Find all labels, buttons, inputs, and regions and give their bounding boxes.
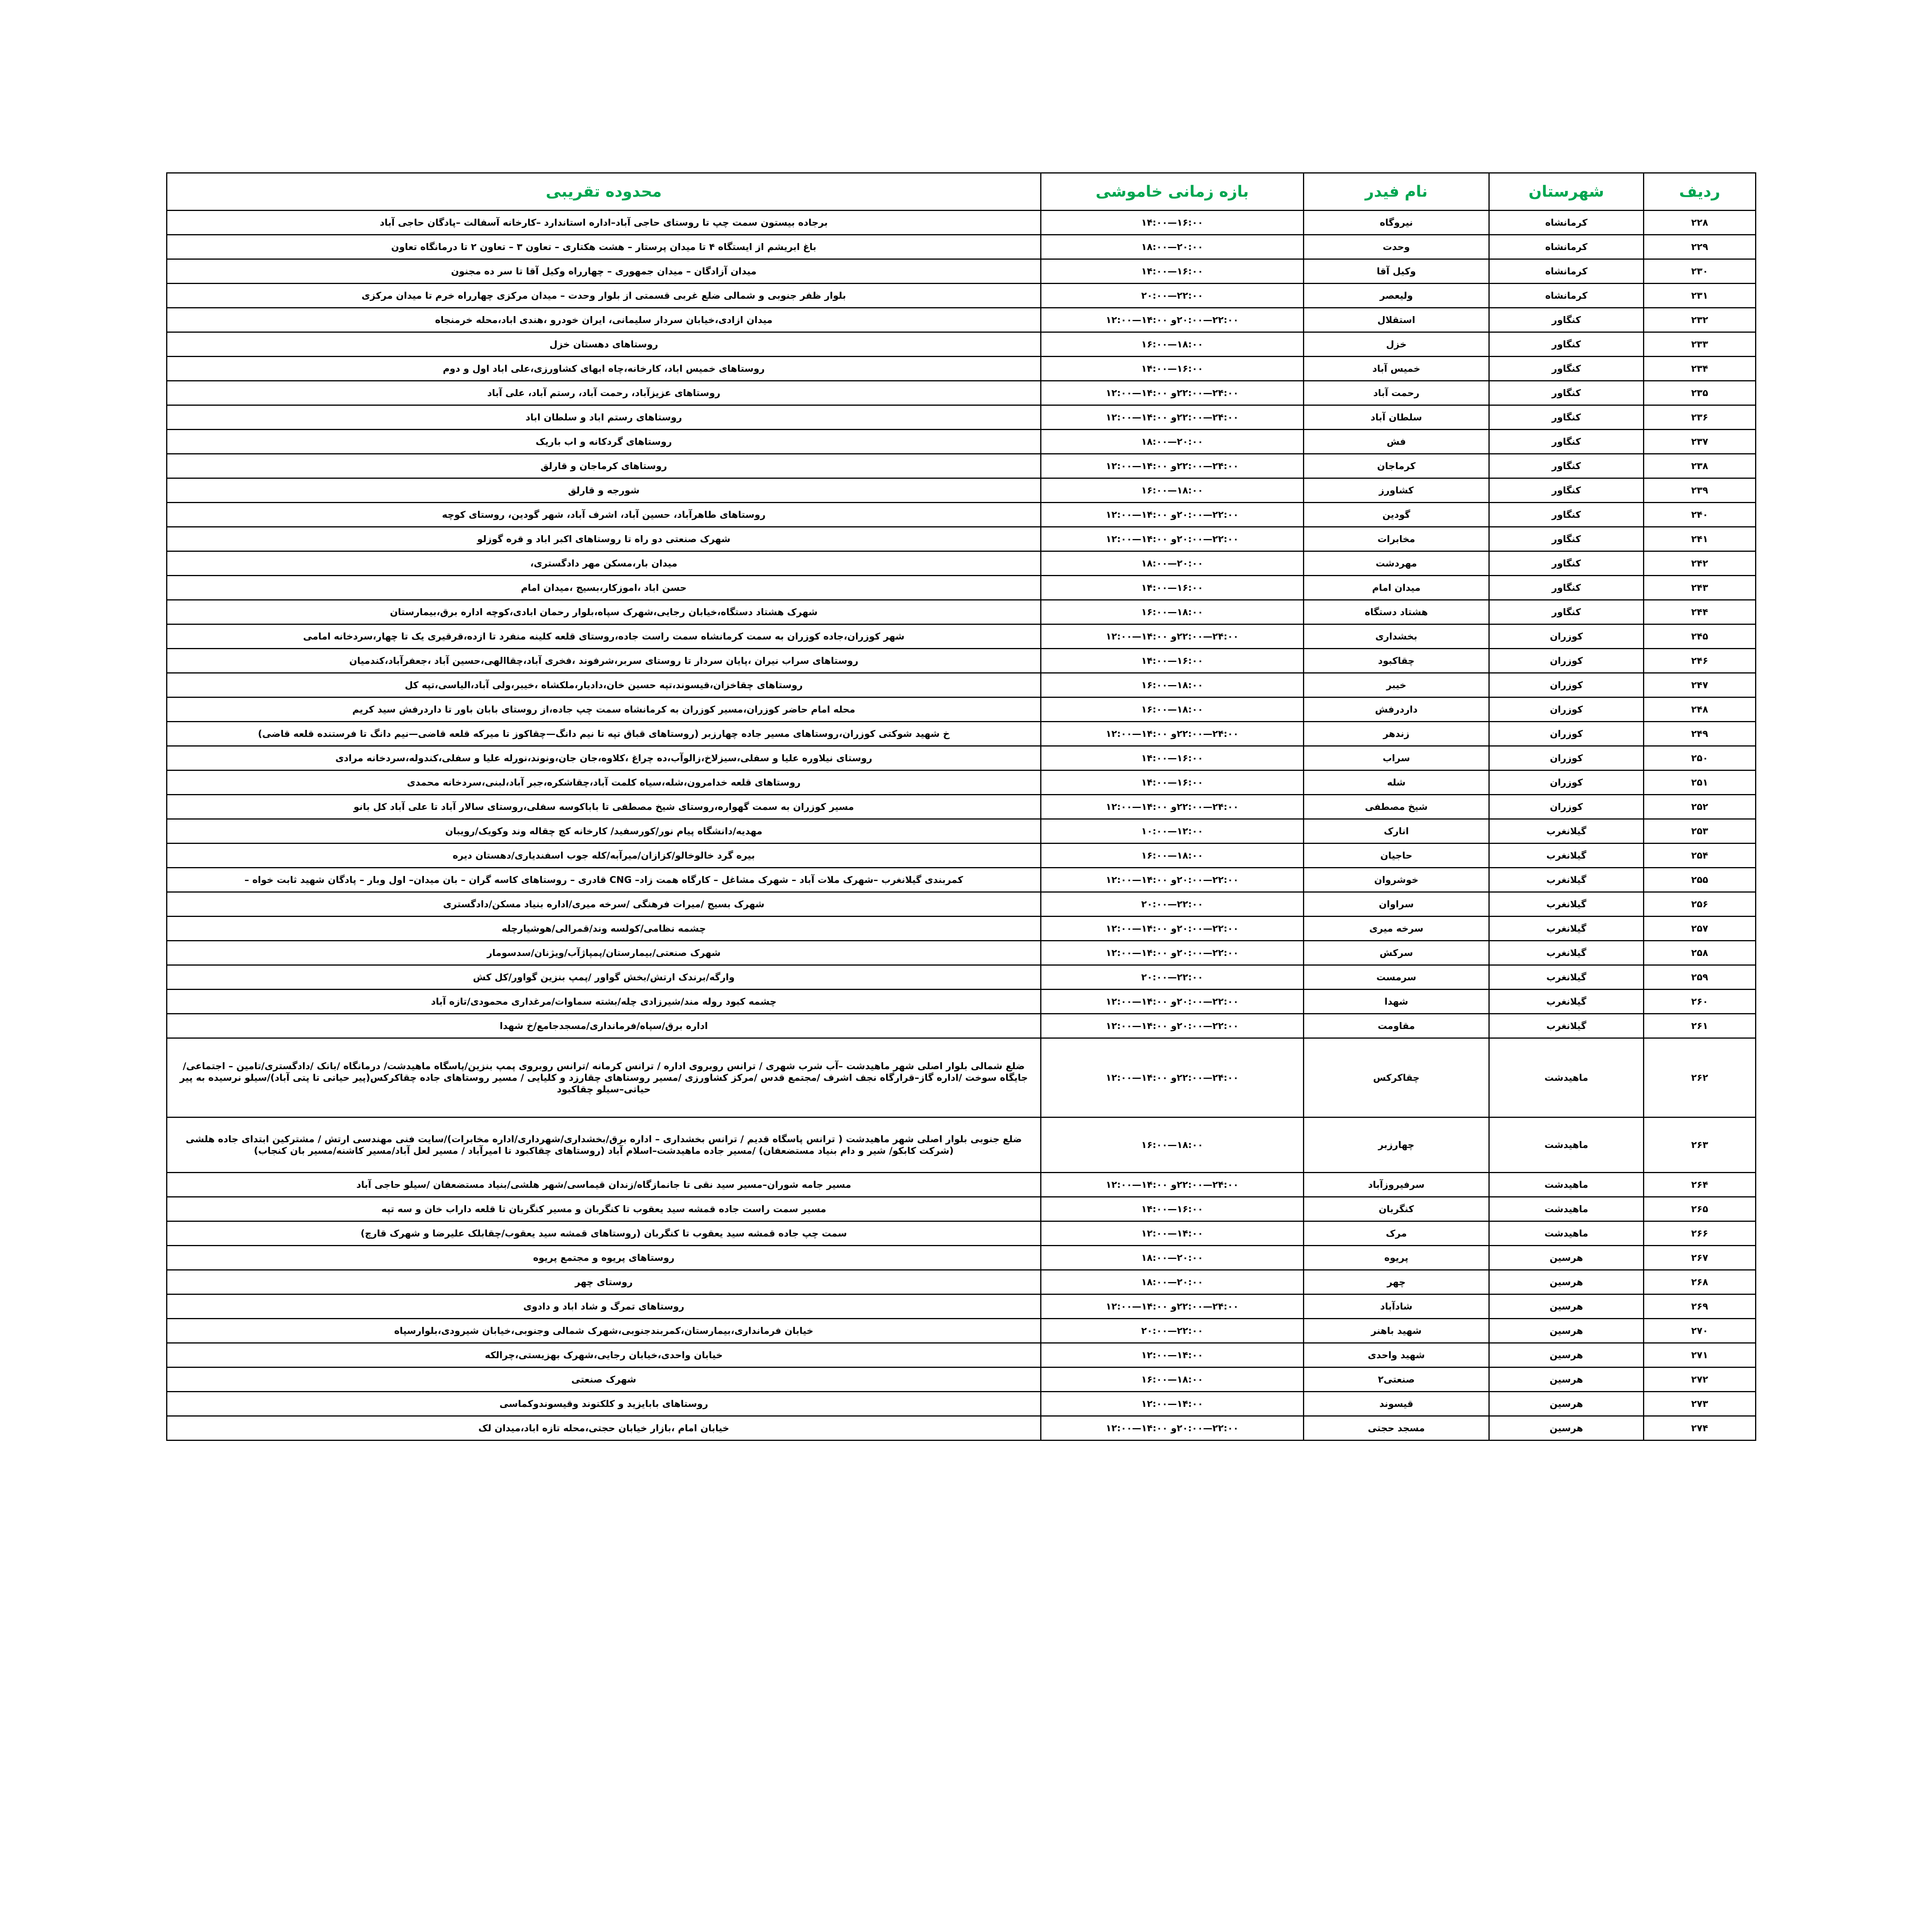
city-cell: هرسین <box>1489 1246 1644 1270</box>
outage-schedule-sheet <box>166 172 1755 1441</box>
row-number-cell: ۲۴۲ <box>1644 551 1756 576</box>
outage-time-cell: ۱۸:۰۰—۱۶:۰۰ <box>1041 1117 1304 1173</box>
outage-time-cell: ۲۲:۰۰—۲۰:۰۰و ۱۴:۰۰—۱۲:۰۰ <box>1041 1014 1304 1038</box>
area-cell: شهرک هشتاد دستگاه،خیابان رجایی،شهرک سپاه،بلوار رحمان ابادی،کوچه اداره برق،بیمارستان <box>167 600 1041 624</box>
table-row <box>167 430 1756 454</box>
table-row <box>167 1319 1756 1343</box>
row-number-cell: ۲۵۱ <box>1644 770 1756 795</box>
area-cell: روستاهای بابایزید و کلکتوند وقیسوندوکماسی <box>167 1392 1041 1416</box>
area-cell: خیابان امام ،بازار خیابان حجتی،محله تازه اباد،میدان لک <box>167 1416 1041 1440</box>
row-number-cell: ۲۶۱ <box>1644 1014 1756 1038</box>
city-cell: کرمانشاه <box>1489 259 1644 284</box>
row-number-cell: ۲۵۲ <box>1644 795 1756 819</box>
feeder-cell: خزل <box>1304 332 1489 357</box>
area-cell: روستای چهر <box>167 1270 1041 1294</box>
row-number-cell: ۲۲۸ <box>1644 211 1756 235</box>
table-row <box>167 478 1756 503</box>
area-cell: روستاهای قلعه خدامرون،شله،سیاه کلمت آباد،چقاشکره،جبر آباد،لبنی،سردخانه محمدی <box>167 770 1041 795</box>
row-number-cell: ۲۳۳ <box>1644 332 1756 357</box>
area-cell: روستای نیلاوره علیا و سفلی،سیزلاخ،زالوآب،ده چراغ ،کلاوه،جان جان،ونوند،نورله علیا و سفلی،کندوله،سردخانه مرادی <box>167 746 1041 770</box>
feeder-cell: سراوان <box>1304 892 1489 917</box>
feeder-cell: مرک <box>1304 1221 1489 1246</box>
table-row <box>167 308 1756 332</box>
city-cell: ماهیدشت <box>1489 1197 1644 1221</box>
feeder-cell: سرکش <box>1304 941 1489 965</box>
feeder-cell: شله <box>1304 770 1489 795</box>
city-cell: کوزران <box>1489 624 1644 649</box>
outage-time-cell: ۲۲:۰۰—۲۰:۰۰ <box>1041 965 1304 990</box>
table-row <box>167 1367 1756 1392</box>
row-number-cell: ۲۶۴ <box>1644 1173 1756 1197</box>
outage-time-cell: ۲۲:۰۰—۲۰:۰۰و ۱۴:۰۰—۱۲:۰۰ <box>1041 503 1304 527</box>
table-row <box>167 1038 1756 1117</box>
feeder-cell: گودین <box>1304 503 1489 527</box>
table-row <box>167 1416 1756 1440</box>
row-number-cell: ۲۶۹ <box>1644 1294 1756 1319</box>
feeder-cell: فش <box>1304 430 1489 454</box>
table-row <box>167 697 1756 722</box>
area-cell: شهرک صنعتی/بیمارستان/پمپاژآب/ویژنان/سدسومار <box>167 941 1041 965</box>
row-number-cell: ۲۷۰ <box>1644 1319 1756 1343</box>
table-row <box>167 284 1756 308</box>
row-number-cell: ۲۳۲ <box>1644 308 1756 332</box>
city-cell: کنگاور <box>1489 576 1644 600</box>
city-cell: هرسین <box>1489 1416 1644 1440</box>
table-row <box>167 1392 1756 1416</box>
area-cell: میدان ازادی،خیابان سردار سلیمانی، ایران خودرو ،هندی اباد،محله خرمنجاه <box>167 308 1041 332</box>
table-row <box>167 1221 1756 1246</box>
table-row <box>167 357 1756 381</box>
city-cell: کنگاور <box>1489 405 1644 430</box>
outage-time-cell: ۲۲:۰۰—۲۰:۰۰ <box>1041 284 1304 308</box>
feeder-cell: سرمست <box>1304 965 1489 990</box>
table-row <box>167 624 1756 649</box>
outage-time-cell: ۱۶:۰۰—۱۴:۰۰ <box>1041 770 1304 795</box>
table-row <box>167 1246 1756 1270</box>
feeder-cell: مهردشت <box>1304 551 1489 576</box>
area-cell: شهر کوزران،جاده کوزران به سمت کرمانشاه سمت راست جاده،روستای قلعه کلینه منفرد تا ازده،قرقیری یک تا چهار،سردخانه امامی <box>167 624 1041 649</box>
feeder-cell: مسجد حجتی <box>1304 1416 1489 1440</box>
city-cell: کوزران <box>1489 795 1644 819</box>
feeder-cell: صنعتی۲ <box>1304 1367 1489 1392</box>
feeder-cell: چقاکرکس <box>1304 1038 1489 1117</box>
outage-time-cell: ۱۴:۰۰—۱۲:۰۰ <box>1041 1343 1304 1367</box>
area-cell: روستاهای عزیزآباد، رحمت آباد، رستم آباد، علی آباد <box>167 381 1041 405</box>
city-cell: هرسین <box>1489 1367 1644 1392</box>
city-cell: کنگاور <box>1489 430 1644 454</box>
feeder-cell: نیروگاه <box>1304 211 1489 235</box>
row-number-cell: ۲۶۶ <box>1644 1221 1756 1246</box>
outage-time-cell: ۱۶:۰۰—۱۴:۰۰ <box>1041 576 1304 600</box>
header-city: شهرستان <box>1489 173 1644 211</box>
area-cell: حسن اباد ،اموزکار،بسیج ،میدان امام <box>167 576 1041 600</box>
area-cell: خیابان فرمانداری،بیمارستان،کمربندجنوبی،شهرک شمالی وجنوبی،خیابان شیرودی،بلوارسپاه <box>167 1319 1041 1343</box>
outage-table <box>166 172 1756 1441</box>
feeder-cell: چقاکبود <box>1304 649 1489 673</box>
outage-time-cell: ۲۴:۰۰—۲۲:۰۰و ۱۴:۰۰—۱۲:۰۰ <box>1041 454 1304 478</box>
area-cell: روستاهای گردکانه و اب باریک <box>167 430 1041 454</box>
header-outage-time: بازه زمانی خاموشی <box>1041 173 1304 211</box>
area-cell: روستاهای کرماجان و قارلق <box>167 454 1041 478</box>
outage-time-cell: ۱۸:۰۰—۱۶:۰۰ <box>1041 673 1304 697</box>
area-cell: ضلع شمالی بلوار اصلی شهر ماهیدشت –آب شرب شهری / ترانس روبروی اداره / ترانس کرمانه /ترانس روبروی پمپ بنزین/پاسگاه ماهیدشت/ درمانگاه /بانک /دادگستری/تامین – اجتماعی/جایگاه سوخت /اداره گاز–قرارگاه نجف اشرف /مجتمع قدس /مرکز کشاورزی /مسیر روستاهای چقارزد و کلیایی / مسیر روستاهای جاده چقاکرکس(پیر حیاتی تا پتی آباد)/سیلو نرسیده به پیر حیاتی–سیلو چقاکبود <box>167 1038 1041 1117</box>
outage-time-cell: ۱۸:۰۰—۱۶:۰۰ <box>1041 844 1304 868</box>
feeder-cell: شیخ مصطفی <box>1304 795 1489 819</box>
area-cell: روستاهای رستم اباد و سلطان اباد <box>167 405 1041 430</box>
row-number-cell: ۲۷۲ <box>1644 1367 1756 1392</box>
feeder-cell: چهر <box>1304 1270 1489 1294</box>
outage-time-cell: ۱۶:۰۰—۱۴:۰۰ <box>1041 259 1304 284</box>
table-row <box>167 1294 1756 1319</box>
row-number-cell: ۲۴۴ <box>1644 600 1756 624</box>
area-cell: محله امام حاضر کوزران،مسیر کوزران به کرمانشاه سمت چپ جاده،از روستای بابان باور تا داردرفش سید کریم <box>167 697 1041 722</box>
area-cell: شهرک صنعتی <box>167 1367 1041 1392</box>
city-cell: کنگاور <box>1489 551 1644 576</box>
row-number-cell: ۲۷۳ <box>1644 1392 1756 1416</box>
feeder-cell: سرخه میری <box>1304 917 1489 941</box>
row-number-cell: ۲۷۱ <box>1644 1343 1756 1367</box>
feeder-cell: مخابرات <box>1304 527 1489 551</box>
feeder-cell: مقاومت <box>1304 1014 1489 1038</box>
outage-time-cell: ۱۶:۰۰—۱۴:۰۰ <box>1041 357 1304 381</box>
row-number-cell: ۲۴۱ <box>1644 527 1756 551</box>
area-cell: چشمه کبود روله مند/شیرزادی چله/بشته سماوات/مرغداری محمودی/تازه آباد <box>167 990 1041 1014</box>
area-cell: میدان بار،مسکن مهر دادگستری، <box>167 551 1041 576</box>
table-row <box>167 868 1756 892</box>
row-number-cell: ۲۴۰ <box>1644 503 1756 527</box>
city-cell: گیلانغرب <box>1489 892 1644 917</box>
table-row <box>167 551 1756 576</box>
table-row <box>167 746 1756 770</box>
row-number-cell: ۲۵۶ <box>1644 892 1756 917</box>
feeder-cell: هشتاد دستگاه <box>1304 600 1489 624</box>
city-cell: گیلانغرب <box>1489 868 1644 892</box>
row-number-cell: ۲۵۸ <box>1644 941 1756 965</box>
header-row-number: ردیف <box>1644 173 1756 211</box>
feeder-cell: خمیس آباد <box>1304 357 1489 381</box>
area-cell: شهرک صنعتی دو راه تا روستاهای اکبر اباد و قره گوزلو <box>167 527 1041 551</box>
row-number-cell: ۲۴۸ <box>1644 697 1756 722</box>
outage-time-cell: ۱۴:۰۰—۱۲:۰۰ <box>1041 1221 1304 1246</box>
area-cell: مهدیه/دانشگاه پیام نور/کورسفید/ کارخانه کچ چقاله وند وکویک/رویبان <box>167 819 1041 844</box>
outage-time-cell: ۱۸:۰۰—۱۶:۰۰ <box>1041 600 1304 624</box>
row-number-cell: ۲۴۷ <box>1644 673 1756 697</box>
table-row <box>167 259 1756 284</box>
table-row <box>167 941 1756 965</box>
outage-time-cell: ۱۶:۰۰—۱۴:۰۰ <box>1041 649 1304 673</box>
table-row <box>167 673 1756 697</box>
area-cell: برجاده بیستون سمت چپ تا روستای حاجی آباد–اداره استاندارد –کارخانه آسفالت –پادگان حاجی آباد <box>167 211 1041 235</box>
row-number-cell: ۲۳۱ <box>1644 284 1756 308</box>
feeder-cell: خوشروان <box>1304 868 1489 892</box>
table-row <box>167 1117 1756 1173</box>
table-row <box>167 1173 1756 1197</box>
outage-time-cell: ۱۸:۰۰—۱۶:۰۰ <box>1041 332 1304 357</box>
outage-time-cell: ۲۲:۰۰—۲۰:۰۰و ۱۴:۰۰—۱۲:۰۰ <box>1041 1416 1304 1440</box>
row-number-cell: ۲۲۹ <box>1644 235 1756 259</box>
area-cell: کمربندی گیلانغرب –شهرک ملات آباد – شهرک مشاغل – کارگاه همت زاد– CNG قادری – روستاهای کاسه گران – بان میدان– اول وبار – پادگان شهید ثابت خواه – <box>167 868 1041 892</box>
row-number-cell: ۲۳۶ <box>1644 405 1756 430</box>
table-row <box>167 211 1756 235</box>
area-cell: روستاهای سراب نیران ،پایان سردار تا روستای سربر،شرفوند ،فخری آباد،چقاالهی،حسین آباد ،جعفرآباد،کندمیان <box>167 649 1041 673</box>
table-row <box>167 235 1756 259</box>
feeder-cell: شهید واحدی <box>1304 1343 1489 1367</box>
city-cell: کنگاور <box>1489 381 1644 405</box>
table-row <box>167 332 1756 357</box>
table-row <box>167 405 1756 430</box>
table-row <box>167 527 1756 551</box>
outage-time-cell: ۲۲:۰۰—۲۰:۰۰و ۱۴:۰۰—۱۲:۰۰ <box>1041 990 1304 1014</box>
outage-time-cell: ۲۴:۰۰—۲۲:۰۰و ۱۴:۰۰—۱۲:۰۰ <box>1041 1173 1304 1197</box>
header-feeder-name: نام فیدر <box>1304 173 1489 211</box>
outage-time-cell: ۱۶:۰۰—۱۴:۰۰ <box>1041 211 1304 235</box>
city-cell: هرسین <box>1489 1294 1644 1319</box>
area-cell: سمت چپ جاده قمشه سید یعقوب تا کنگربان (روستاهای قمشه سید یعقوب/چقابلک علیرضا و شهرک قارچ) <box>167 1221 1041 1246</box>
city-cell: گیلانغرب <box>1489 941 1644 965</box>
area-cell: شورجه و قارلق <box>167 478 1041 503</box>
area-cell: چشمه نظامی/کولسه وند/قمرالی/هوشیارچله <box>167 917 1041 941</box>
outage-time-cell: ۲۲:۰۰—۲۰:۰۰و ۱۴:۰۰—۱۲:۰۰ <box>1041 527 1304 551</box>
row-number-cell: ۲۶۵ <box>1644 1197 1756 1221</box>
row-number-cell: ۲۵۵ <box>1644 868 1756 892</box>
row-number-cell: ۲۳۹ <box>1644 478 1756 503</box>
outage-time-cell: ۱۴:۰۰—۱۲:۰۰ <box>1041 1392 1304 1416</box>
feeder-cell: سلطان آباد <box>1304 405 1489 430</box>
table-row <box>167 600 1756 624</box>
feeder-cell: پریوه <box>1304 1246 1489 1270</box>
table-row <box>167 819 1756 844</box>
table-row <box>167 990 1756 1014</box>
feeder-cell: حاجیان <box>1304 844 1489 868</box>
area-cell: روستاهای خمیس اباد، کارخانه،چاه ابهای کشاورزی،علی اباد اول و دوم <box>167 357 1041 381</box>
table-row <box>167 503 1756 527</box>
feeder-cell: شادآباد <box>1304 1294 1489 1319</box>
area-cell: روستاهای چقاخزان،قیسوند،تپه حسین خان،دادیار،ملکشاه ،خیبر،ولی آباد،الیاسی،تپه کل <box>167 673 1041 697</box>
area-cell: ضلع جنوبی بلوار اصلی شهر ماهیدشت ( ترانس پاسگاه قدیم / ترانس بخشداری – اداره برق/بخشداری/شهرداری/اداره مخابرات)/سایت فنی مهندسی ارتش / مشترکین ابتدای جاده هلشی (شرکت کابکو/ شیر و دام بنیاد مستضعفان) /مسیر جاده ماهیدشت–اسلام آباد (روستاهای چقاکبود تا امیرآباد / مسیر لعل آباد/مسیر کاشنه/مسیر بان کنجاب) <box>167 1117 1041 1173</box>
feeder-cell: زندهر <box>1304 722 1489 746</box>
feeder-cell: انارک <box>1304 819 1489 844</box>
table-header-row <box>167 173 1756 211</box>
row-number-cell: ۲۵۰ <box>1644 746 1756 770</box>
area-cell: بلوار ظفر جنوبی و شمالی ضلع غربی قسمتی از بلوار وحدت – میدان مرکزی چهارراه خرم تا میدان مرکزی <box>167 284 1041 308</box>
city-cell: کوزران <box>1489 770 1644 795</box>
feeder-cell: استقلال <box>1304 308 1489 332</box>
area-cell: خیابان واحدی،خیابان رجایی،شهرک بهزیستی،چرالکه <box>167 1343 1041 1367</box>
outage-time-cell: ۲۴:۰۰—۲۲:۰۰و ۱۴:۰۰—۱۲:۰۰ <box>1041 405 1304 430</box>
outage-time-cell: ۲۲:۰۰—۲۰:۰۰و ۱۴:۰۰—۱۲:۰۰ <box>1041 941 1304 965</box>
row-number-cell: ۲۶۰ <box>1644 990 1756 1014</box>
city-cell: کنگاور <box>1489 332 1644 357</box>
area-cell: روستاهای تمرگ و شاد اباد و دادوی <box>167 1294 1041 1319</box>
feeder-cell: داردرفش <box>1304 697 1489 722</box>
outage-time-cell: ۲۰:۰۰—۱۸:۰۰ <box>1041 1246 1304 1270</box>
area-cell: مسیر سمت راست جاده قمشه سید یعقوب تا کنگربان و مسیر کنگربان تا قلعه داراب خان و سه تپه <box>167 1197 1041 1221</box>
city-cell: گیلانغرب <box>1489 844 1644 868</box>
city-cell: کرمانشاه <box>1489 235 1644 259</box>
feeder-cell: کشاورز <box>1304 478 1489 503</box>
feeder-cell: ولیعصر <box>1304 284 1489 308</box>
city-cell: هرسین <box>1489 1343 1644 1367</box>
row-number-cell: ۲۴۳ <box>1644 576 1756 600</box>
feeder-cell: چهارزبر <box>1304 1117 1489 1173</box>
area-cell: روستاهای پریوه و مجتمع پریوه <box>167 1246 1041 1270</box>
table-row <box>167 649 1756 673</box>
city-cell: ماهیدشت <box>1489 1173 1644 1197</box>
row-number-cell: ۲۶۲ <box>1644 1038 1756 1117</box>
city-cell: کنگاور <box>1489 478 1644 503</box>
row-number-cell: ۲۶۷ <box>1644 1246 1756 1270</box>
feeder-cell: قیسوند <box>1304 1392 1489 1416</box>
city-cell: ماهیدشت <box>1489 1117 1644 1173</box>
feeder-cell: بخشداری <box>1304 624 1489 649</box>
outage-time-cell: ۲۰:۰۰—۱۸:۰۰ <box>1041 1270 1304 1294</box>
table-row <box>167 1197 1756 1221</box>
table-row <box>167 576 1756 600</box>
city-cell: گیلانغرب <box>1489 990 1644 1014</box>
feeder-cell: کنگربان <box>1304 1197 1489 1221</box>
city-cell: کنگاور <box>1489 527 1644 551</box>
city-cell: هرسین <box>1489 1319 1644 1343</box>
area-cell: خ شهید شوکتی کوزران،روستاهای مسیر جاده چهارزبر (روستاهای قباق تپه تا نیم دانگ—چقاکوز تا میرکه قلعه قاضی—نیم دانگ تا فرستنده قلعه قاضی) <box>167 722 1041 746</box>
table-row <box>167 1343 1756 1367</box>
area-cell: وارگه/برندک ارتش/بخش گواور /پمپ بنزین گواور/کل کش <box>167 965 1041 990</box>
feeder-cell: سرفیروزآباد <box>1304 1173 1489 1197</box>
feeder-cell: کرماجان <box>1304 454 1489 478</box>
city-cell: ماهیدشت <box>1489 1038 1644 1117</box>
outage-time-cell: ۱۸:۰۰—۱۶:۰۰ <box>1041 1367 1304 1392</box>
feeder-cell: شهید باهنر <box>1304 1319 1489 1343</box>
row-number-cell: ۲۴۹ <box>1644 722 1756 746</box>
outage-time-cell: ۲۴:۰۰—۲۲:۰۰و ۱۴:۰۰—۱۲:۰۰ <box>1041 624 1304 649</box>
table-row <box>167 381 1756 405</box>
table-row <box>167 1014 1756 1038</box>
city-cell: گیلانغرب <box>1489 819 1644 844</box>
outage-time-cell: ۱۲:۰۰—۱۰:۰۰ <box>1041 819 1304 844</box>
outage-time-cell: ۲۲:۰۰—۲۰:۰۰ <box>1041 1319 1304 1343</box>
outage-time-cell: ۱۸:۰۰—۱۶:۰۰ <box>1041 697 1304 722</box>
area-cell: باغ ابریشم از ایستگاه ۴ تا میدان پرستار – هشت هکتاری – تعاون ۳ – تعاون ۲ تا درمانگاه تعاون <box>167 235 1041 259</box>
row-number-cell: ۲۵۹ <box>1644 965 1756 990</box>
row-number-cell: ۲۳۴ <box>1644 357 1756 381</box>
city-cell: کنگاور <box>1489 503 1644 527</box>
table-row <box>167 892 1756 917</box>
outage-time-cell: ۲۴:۰۰—۲۲:۰۰و ۱۴:۰۰—۱۲:۰۰ <box>1041 722 1304 746</box>
feeder-cell: میدان امام <box>1304 576 1489 600</box>
outage-time-cell: ۲۲:۰۰—۲۰:۰۰ <box>1041 892 1304 917</box>
outage-time-cell: ۲۴:۰۰—۲۲:۰۰و ۱۴:۰۰—۱۲:۰۰ <box>1041 381 1304 405</box>
feeder-cell: خیبر <box>1304 673 1489 697</box>
table-row <box>167 722 1756 746</box>
city-cell: کرمانشاه <box>1489 211 1644 235</box>
outage-time-cell: ۲۰:۰۰—۱۸:۰۰ <box>1041 551 1304 576</box>
city-cell: هرسین <box>1489 1392 1644 1416</box>
row-number-cell: ۲۵۷ <box>1644 917 1756 941</box>
feeder-cell: شهدا <box>1304 990 1489 1014</box>
city-cell: گیلانغرب <box>1489 965 1644 990</box>
city-cell: کنگاور <box>1489 357 1644 381</box>
table-row <box>167 454 1756 478</box>
city-cell: کوزران <box>1489 697 1644 722</box>
outage-time-cell: ۲۲:۰۰—۲۰:۰۰و ۱۴:۰۰—۱۲:۰۰ <box>1041 917 1304 941</box>
city-cell: کنگاور <box>1489 600 1644 624</box>
feeder-cell: رحمت آباد <box>1304 381 1489 405</box>
outage-time-cell: ۲۰:۰۰—۱۸:۰۰ <box>1041 430 1304 454</box>
outage-time-cell: ۱۸:۰۰—۱۶:۰۰ <box>1041 478 1304 503</box>
feeder-cell: وحدت <box>1304 235 1489 259</box>
row-number-cell: ۲۴۵ <box>1644 624 1756 649</box>
area-cell: روستاهای دهستان خزل <box>167 332 1041 357</box>
outage-time-cell: ۲۲:۰۰—۲۰:۰۰و ۱۴:۰۰—۱۲:۰۰ <box>1041 308 1304 332</box>
table-body <box>167 211 1756 1440</box>
city-cell: کوزران <box>1489 746 1644 770</box>
table-row <box>167 795 1756 819</box>
city-cell: کوزران <box>1489 649 1644 673</box>
area-cell: میدان آزادگان – میدان جمهوری – چهارراه وکیل آقا تا سر ده مجنون <box>167 259 1041 284</box>
city-cell: کوزران <box>1489 673 1644 697</box>
area-cell: شهرک بسیج /میرات فرهنگی /سرخه میری/اداره بنیاد مسکن/دادگستری <box>167 892 1041 917</box>
row-number-cell: ۲۷۴ <box>1644 1416 1756 1440</box>
outage-time-cell: ۱۶:۰۰—۱۴:۰۰ <box>1041 746 1304 770</box>
row-number-cell: ۲۳۷ <box>1644 430 1756 454</box>
row-number-cell: ۲۵۳ <box>1644 819 1756 844</box>
row-number-cell: ۲۳۵ <box>1644 381 1756 405</box>
outage-time-cell: ۲۴:۰۰—۲۲:۰۰و ۱۴:۰۰—۱۲:۰۰ <box>1041 1294 1304 1319</box>
row-number-cell: ۲۳۰ <box>1644 259 1756 284</box>
city-cell: کنگاور <box>1489 454 1644 478</box>
feeder-cell: سراب <box>1304 746 1489 770</box>
city-cell: کوزران <box>1489 722 1644 746</box>
row-number-cell: ۲۶۳ <box>1644 1117 1756 1173</box>
table-row <box>167 965 1756 990</box>
row-number-cell: ۲۴۶ <box>1644 649 1756 673</box>
city-cell: کنگاور <box>1489 308 1644 332</box>
city-cell: هرسین <box>1489 1270 1644 1294</box>
table-row <box>167 1270 1756 1294</box>
table-row <box>167 917 1756 941</box>
outage-time-cell: ۲۴:۰۰—۲۲:۰۰و ۱۴:۰۰—۱۲:۰۰ <box>1041 1038 1304 1117</box>
outage-time-cell: ۱۶:۰۰—۱۴:۰۰ <box>1041 1197 1304 1221</box>
area-cell: اداره برق/سپاه/فرمانداری/مسجدجامع/خ شهدا <box>167 1014 1041 1038</box>
city-cell: ماهیدشت <box>1489 1221 1644 1246</box>
table-row <box>167 770 1756 795</box>
area-cell: مسیر کوزران به سمت گهواره،روستای شیخ مصطفی تا باباکوسه سفلی،روستای سالار آباد تا علی آباد کل بانو <box>167 795 1041 819</box>
row-number-cell: ۲۶۸ <box>1644 1270 1756 1294</box>
feeder-cell: وکیل آقا <box>1304 259 1489 284</box>
area-cell: مسیر جامه شوران–مسیر سید نقی تا جانمازگاه/زندان قیماسی/شهر هلشی/بنیاد مستضعفان /سیلو حاجی آباد <box>167 1173 1041 1197</box>
outage-time-cell: ۲۴:۰۰—۲۲:۰۰و ۱۴:۰۰—۱۲:۰۰ <box>1041 795 1304 819</box>
table-row <box>167 844 1756 868</box>
row-number-cell: ۲۳۸ <box>1644 454 1756 478</box>
city-cell: کرمانشاه <box>1489 284 1644 308</box>
row-number-cell: ۲۵۴ <box>1644 844 1756 868</box>
area-cell: بیره گرد خالوخالو/کزازان/میرآبه/کله جوب اسفندیاری/دهستان دیره <box>167 844 1041 868</box>
header-area: محدوده تقریبی <box>167 173 1041 211</box>
outage-time-cell: ۲۰:۰۰—۱۸:۰۰ <box>1041 235 1304 259</box>
outage-time-cell: ۲۲:۰۰—۲۰:۰۰و ۱۴:۰۰—۱۲:۰۰ <box>1041 868 1304 892</box>
city-cell: گیلانغرب <box>1489 917 1644 941</box>
city-cell: گیلانغرب <box>1489 1014 1644 1038</box>
area-cell: روستاهای طاهرآباد، حسین آباد، اشرف آباد، شهر گودین، روستای کوچه <box>167 503 1041 527</box>
